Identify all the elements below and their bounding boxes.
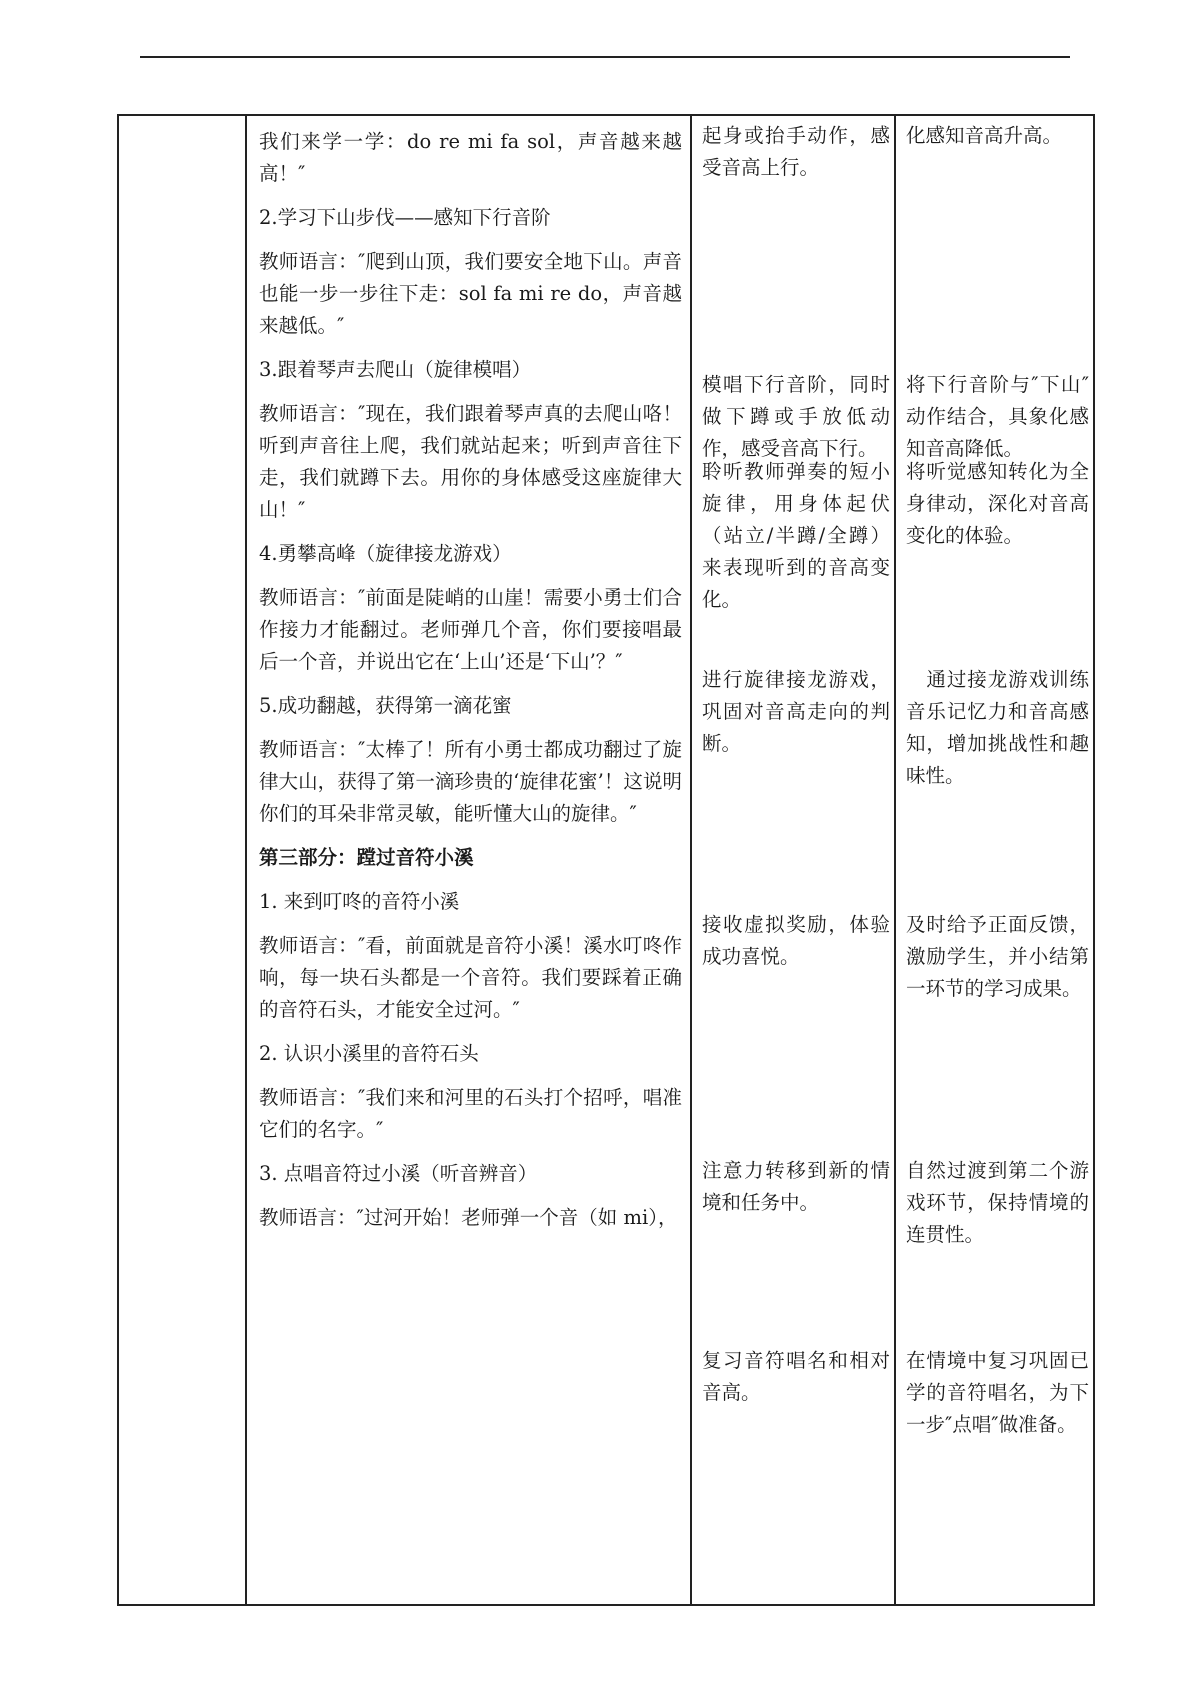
teacher-speech: 我们来学一学：do re mi fa sol，声音越来越高！″ <box>259 130 682 185</box>
teacher-speech: 教师语言：″我们来和河里的石头打个招呼，唱准它们的名字。″ <box>259 1086 682 1141</box>
student-activity: 复习音符唱名和相对音高。 <box>702 1349 890 1404</box>
design-intent: 在情境中复习巩固已学的音符唱名，为下一步″点唱″做准备。 <box>906 1349 1089 1436</box>
section-heading: 第三部分：蹚过音符小溪 <box>259 846 474 869</box>
design-intent: 化感知音高升高。 <box>906 124 1063 147</box>
design-intent: 通过接龙游戏训练音乐记忆力和音高感知，增加挑战性和趣味性。 <box>906 668 1089 787</box>
teacher-speech: 教师语言：″现在，我们跟着琴声真的去爬山咯！听到声音往上爬，我们就站起来；听到声音往下走，我们就蹲下去。用你的身体感受这座旋律大山！″ <box>259 402 682 521</box>
teaching-content-column <box>247 116 690 1604</box>
design-intent: 将听觉感知转化为全身律动，深化对音高变化的体验。 <box>906 460 1089 547</box>
step-heading: 3.跟着琴声去爬山（旋律模唱） <box>259 358 532 381</box>
step-heading: 1. 来到叮咚的音符小溪 <box>259 890 460 913</box>
design-intent: 及时给予正面反馈，激励学生，并小结第一环节的学习成果。 <box>906 913 1089 1000</box>
header-rule <box>140 56 1070 58</box>
student-activity: 起身或抬手动作，感受音高上行。 <box>702 124 890 179</box>
step-heading: 5.成功翻越，获得第一滴花蜜 <box>259 694 512 717</box>
student-activity: 模唱下行音阶，同时做下蹲或手放低动作，感受音高下行。 <box>702 373 890 460</box>
step-heading: 2. 认识小溪里的音符石头 <box>259 1042 479 1065</box>
design-intent: 将下行音阶与″下山″动作结合，具象化感知音高降低。 <box>906 373 1089 460</box>
teacher-speech: 教师语言：″过河开始！老师弹一个音（如 mi）， <box>259 1206 678 1229</box>
lesson-plan-table <box>117 114 1095 1606</box>
step-heading: 2.学习下山步伐——感知下行音阶 <box>259 206 551 229</box>
stage-column <box>119 116 245 1604</box>
design-intent-column <box>896 116 1093 1604</box>
student-activity-column <box>692 116 894 1604</box>
teacher-speech: 教师语言：″看，前面就是音符小溪！溪水叮咚作响，每一块石头都是一个音符。我们要踩着正确的音符石头，才能安全过河。″ <box>259 934 682 1021</box>
step-heading: 4.勇攀高峰（旋律接龙游戏） <box>259 542 512 565</box>
student-activity: 聆听教师弹奏的短小旋律，用身体起伏（站立/半蹲/全蹲）来表现听到的音高变化。 <box>702 460 890 611</box>
teacher-speech: 教师语言：″爬到山顶，我们要安全地下山。声音也能一步一步往下走：sol fa mi re do，声音越来越低。″ <box>259 250 682 337</box>
student-activity: 进行旋律接龙游戏，巩固对音高走向的判断。 <box>702 668 890 755</box>
teacher-speech: 教师语言：″太棒了！所有小勇士都成功翻过了旋律大山，获得了第一滴珍贵的‘旋律花蜜’！这说明你们的耳朵非常灵敏，能听懂大山的旋律。″ <box>259 738 682 825</box>
design-intent: 自然过渡到第二个游戏环节，保持情境的连贯性。 <box>906 1159 1089 1246</box>
teacher-speech: 教师语言：″前面是陡峭的山崖！需要小勇士们合作接力才能翻过。老师弹几个音，你们要接唱最后一个音，并说出它在‘上山’还是‘下山’？″ <box>259 586 682 673</box>
step-heading: 3. 点唱音符过小溪（听音辨音） <box>259 1162 538 1185</box>
student-activity: 接收虚拟奖励，体验成功喜悦。 <box>702 913 890 968</box>
student-activity: 注意力转移到新的情境和任务中。 <box>702 1159 890 1214</box>
